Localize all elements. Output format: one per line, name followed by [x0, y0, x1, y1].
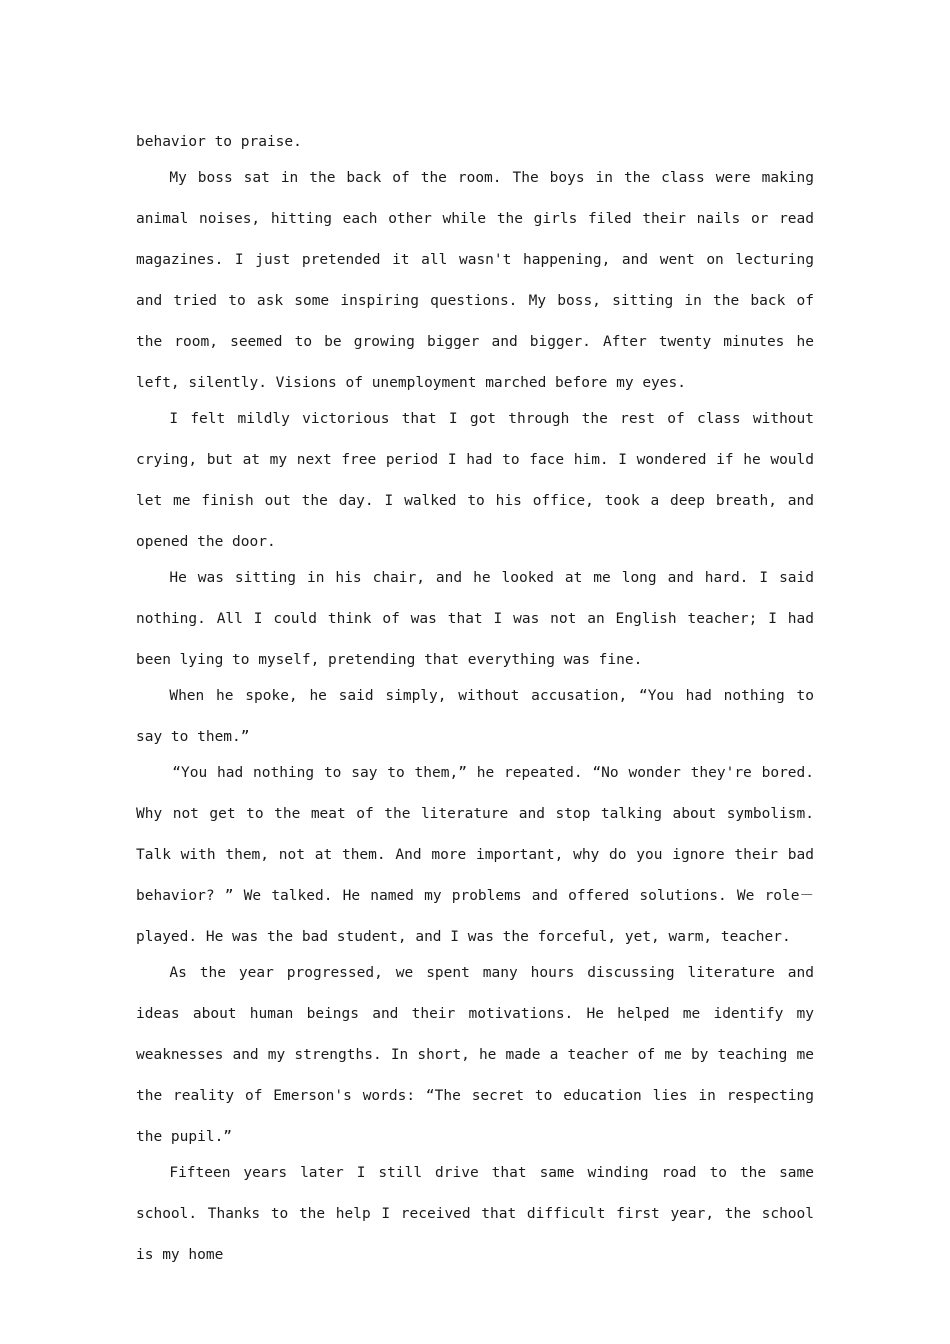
paragraph-he-spoke: When he spoke, he said simply, without accusation, “You had nothing to say to them.”: [136, 688, 814, 745]
paragraph-continuation: behavior to praise.: [136, 134, 302, 150]
paragraph-boss-in-room: My boss sat in the back of the room. The boys in the class were making animal noises, hitting each other while the girls filed their nails or read magazines. I just pretended it all wasn't happening, and went on lecturing and tried to ask some inspiring questions. My boss, sitting in the back of the room, seemed to be growing bigger and bigger. After twenty minutes he left, silently. Visions of unemployment marched before my eyes.: [136, 170, 814, 391]
paragraph-victorious: I felt mildly victorious that I got through the rest of class without crying, but at my next free period I had to face him. I wondered if he would let me finish out the day. I walked to his office, took a deep breath, and opened the door.: [136, 411, 814, 550]
paragraph-year-progressed: As the year progressed, we spent many hours discussing literature and ideas about human beings and their motivations. He helped me identify my weaknesses and my strengths. In short, he made a teacher of me by teaching me the reality of Emerson's words: “The secret to education lies in respecting the pupil.”: [136, 965, 814, 1145]
document-body: [136, 122, 814, 1276]
paragraph-sitting-chair: He was sitting in his chair, and he looked at me long and hard. I said nothing. All I could think of was that I was not an English teacher; I had been lying to myself, pretending that everything was fine.: [136, 570, 814, 668]
paragraph-repeated: “You had nothing to say to them,” he repeated. “No wonder they're bored. Why not get to the meat of the literature and stop talking about symbolism. Talk with them, not at them. And more important, why do you ignore their bad behavior? ” We talked. He named my problems and offered solutions. We role－played. He was the bad student, and I was the forceful, yet, warm, teacher.: [136, 765, 814, 945]
paragraph-fifteen-years: Fifteen years later I still drive that same winding road to the same school. Thanks to the help I received that difficult first year, the school is my home: [136, 1165, 814, 1263]
